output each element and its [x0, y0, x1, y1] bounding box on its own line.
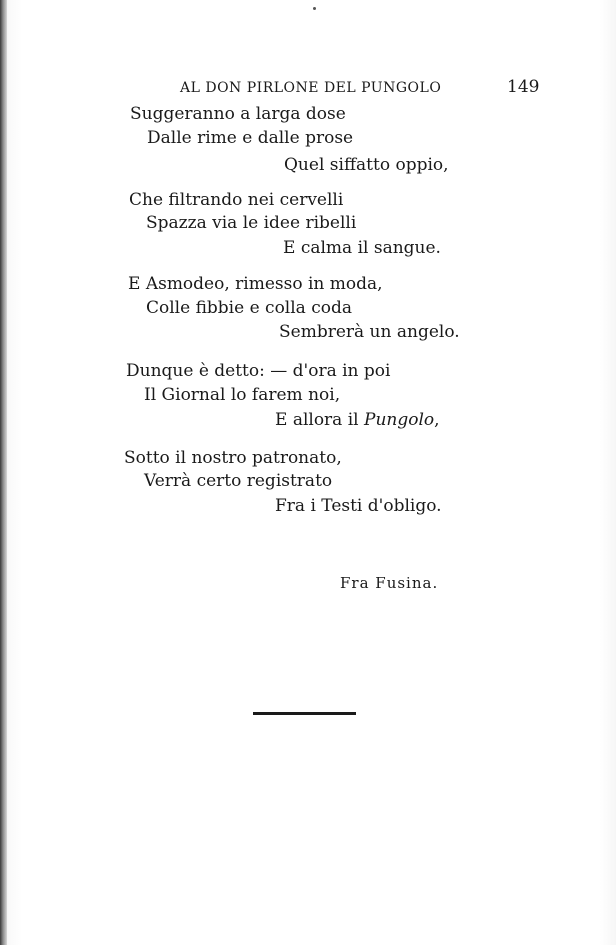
stanza1-line1: Suggeranno a larga dose — [130, 104, 346, 124]
page-number: 149 — [507, 77, 540, 97]
stanza4-line2: Il Giornal lo farem noi, — [144, 385, 341, 405]
stanza1-line2: Dalle rime e dalle prose — [147, 128, 354, 148]
stanza2-line1: Che filtrando nei cervelli — [129, 190, 344, 210]
closing-rule — [253, 712, 356, 715]
stanza4-line1: Dunque è detto: — d'ora in poi — [126, 361, 391, 381]
running-head: AL DON PIRLONE DEL PUNGOLO — [180, 80, 442, 96]
stanza5-line3: Fra i Testi d'obligo. — [275, 496, 442, 516]
stanza4-line3-italic: Pungolo — [364, 410, 435, 430]
paper-speck — [313, 7, 316, 10]
stanza4-line3 — [275, 410, 440, 430]
stanza3-line1: E Asmodeo, rimesso in moda, — [128, 274, 383, 294]
stanza5-line2: Verrà certo registrato — [144, 471, 333, 491]
stanza2-line2: Spazza via le idee ribelli — [146, 213, 357, 233]
binding-edge — [0, 0, 7, 945]
stanza5-line1: Sotto il nostro patronato, — [124, 448, 342, 468]
stanza2-line3: E calma il sangue. — [283, 238, 441, 258]
stanza3-line3: Sembrerà un angelo. — [279, 322, 460, 342]
author-signature: Fra Fusina. — [340, 574, 439, 592]
stanza1-line3: Quel siffatto oppio, — [284, 155, 449, 175]
stanza4-line3-suffix: , — [434, 410, 440, 430]
stanza4-line3-prefix: E allora il — [275, 410, 365, 430]
stanza3-line2: Colle fibbie e colla coda — [146, 298, 352, 318]
